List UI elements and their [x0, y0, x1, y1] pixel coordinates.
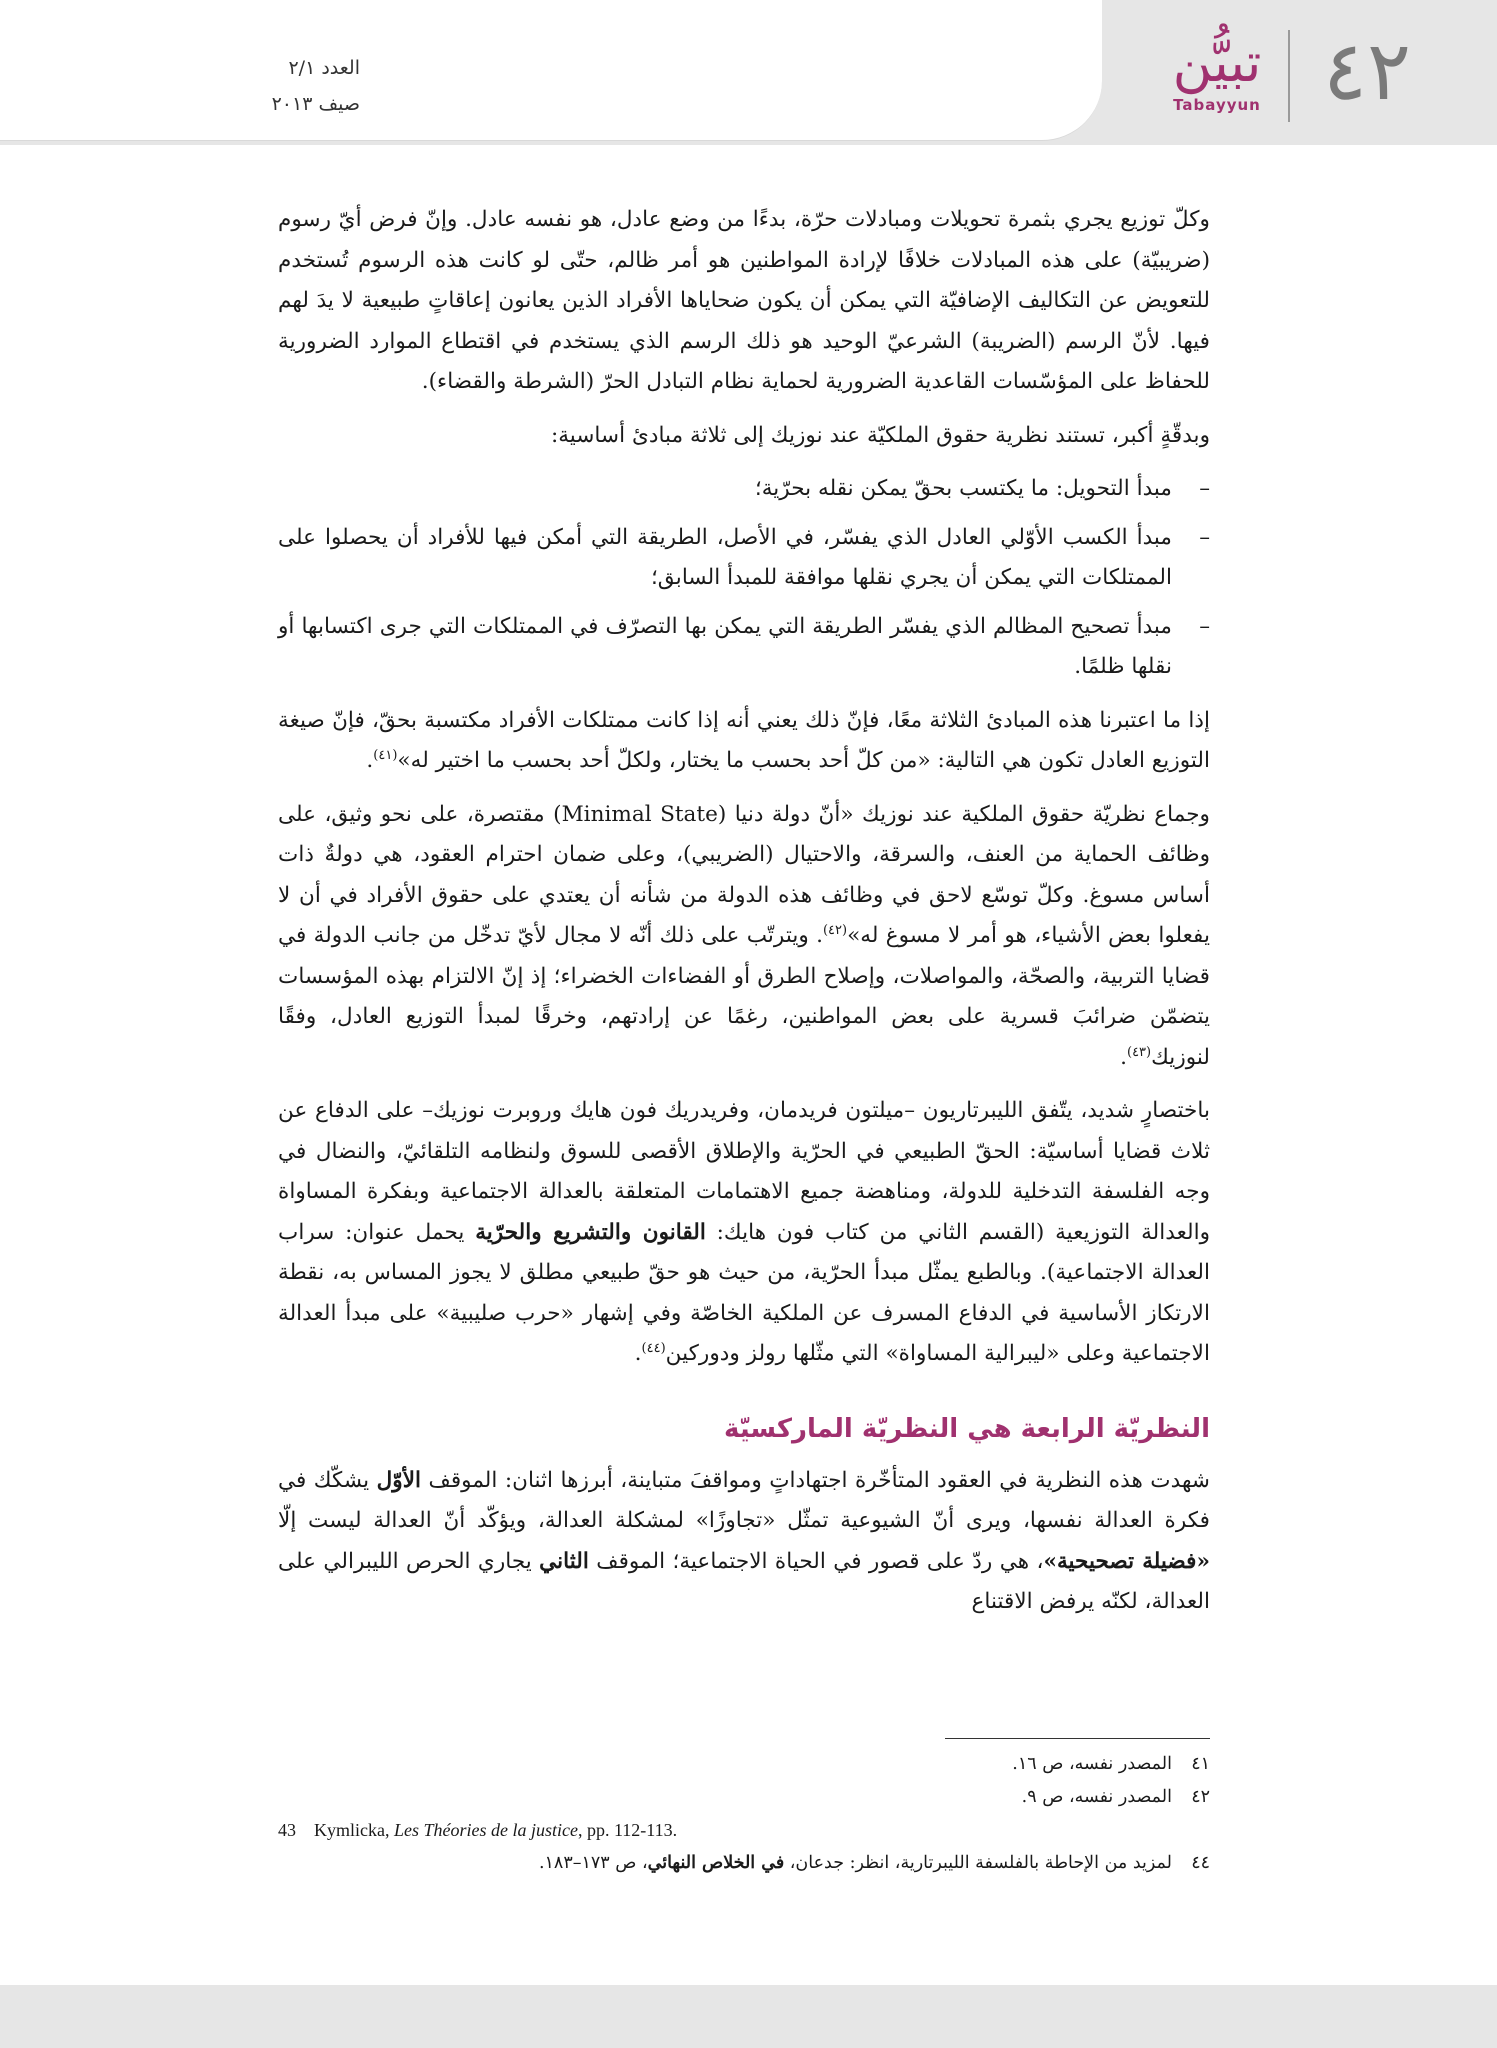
paragraph-4: وجماع نظريّة حقوق الملكية عند نوزيك «أنّ دولة دنيا (Minimal State) مقتصرة، على نحو وثيق، على وظائف الحماية من العنف، والسرقة، والاحتيال (الضريبي)، وعلى ضمان احترام العقود، هي دولةٌ ذات أساس مسوغ. وكلّ توسّع لاحق في وظائف هذه الدولة من شأنه أن يعتدي على حقوق الأفراد في أن لا يفعلوا بعض الأشياء، هو أمر لا مسوغ له»$^{(٤٢)}$. ويترتّب على ذلك أنّه لا مجال لأيّ تدخّل من جانب الدولة في قضايا التربية، والصحّة، والمواصلات، وإصلاح الطرق أو الفضاءات الخضراء؛ إذ إنّ الالتزام بهذه المؤسسات يتضمّن ضرائبَ قسرية على بعض المواطنين، رغمًا عن إرادتهم، وخرقًا لمبدأ التوزيع العادل، وفقًا لنوزيك$^{(٤٣)}$. [278, 801, 1210, 1070]
paragraph-2: وبدقّةٍ أكبر، تستند نظرية حقوق الملكيّة عند نوزيك إلى ثلاثة مبادئ أساسية: [550, 422, 1210, 448]
list-item-text: مبدأ التحويل: ما يكتسب بحقّ يمكن نقله بحرّية؛ [754, 476, 1172, 501]
footnote-ref-43[interactable]: (٤٣) [1126, 1044, 1152, 1060]
list-item-text: مبدأ تصحيح المظالم الذي يفسّر الطريقة التي يمكن بها التصرّف في الممتلكات التي جرى اكتسابها أو نقلها ظلمًا. [278, 613, 1172, 679]
list-item-text: مبدأ الكسب الأوّلي العادل الذي يفسّر، في الأصل، الطريقة التي أمكن فيها للأفراد أن يحصلوا على الممتلكات التي يمكن أن يجري نقلها موافقة للمبدأ السابق؛ [278, 524, 1172, 590]
book-title: القانون والتشريع والحرّية [475, 1219, 706, 1245]
footer-band [0, 1985, 1497, 2048]
footnote-number: ٤٢ [1191, 1787, 1210, 1807]
footnote-rule [945, 1738, 1210, 1739]
issue-info [250, 50, 360, 122]
footnote-number: ٤٤ [1191, 1853, 1210, 1873]
footnote-44: ٤٤ لمزيد من الإحاطة بالفلسفة الليبرتارية، انظر: جدعان، في الخلاص النهائي، ص ١٧٣–١٨٣. [278, 1847, 1210, 1880]
footnote-ref-44[interactable]: (٤٤) [641, 1340, 666, 1356]
footnotes [278, 1748, 1210, 1880]
list-item [278, 607, 1210, 688]
section-heading: النظريّة الرابعة هي النظريّة الماركسيّة [724, 1413, 1210, 1444]
bullet-dash: – [1199, 524, 1210, 550]
paragraph-3: إذا ما اعتبرنا هذه المبادئ الثلاثة معًا، فإنّ ذلك يعني أنه إذا كانت ممتلكات الأفراد مكتسبة بحقّ، فإنّ صيغة التوزيع العادل تكون هي التالية: «من كلّ أحد بحسب ما يختار، ولكلّ أحد بحسب ما اختير له»$^{(٤١)}$. [278, 707, 1210, 773]
paragraph-1: وكلّ توزيع يجري بثمرة تحويلات ومبادلات حرّة، بدءًا من وضع عادل، هو نفسه عادل. وإنّ فرض أيّ رسوم (ضريبيّة) على هذه المبادلات خلافًا لإرادة المواطنين هو أمر ظالم، حتّى لو كانت هذه الرسوم تُستخدم للتعويض عن التكاليف الإضافيّة التي يمكن أن يكون ضحاياها الأفراد الذين يعانون إعاقاتٍ طبيعية لا يدَ لهم فيها. لأنّ الرسم (الضريبة) الشرعيّ الوحيد هو ذلك الرسم الذي يستخدم في اقتطاع الموارد الضرورية للحفاظ على المؤسّسات القاعدية الضرورية لحماية نظام التبادل الحرّ (الشرطة والقضاء). [278, 207, 1210, 394]
footnote-ref-41[interactable]: (٤١) [373, 747, 398, 763]
footnote-41: ٤١ المصدر نفسه، ص ١٦. [278, 1748, 1210, 1781]
header-panel [0, 0, 1102, 141]
list-item [278, 518, 1210, 599]
principles-list [278, 469, 1210, 688]
logo-arabic: تبيُّن [1172, 31, 1262, 94]
paragraph-4-text: وجماع نظريّة حقوق الملكية عند نوزيك «أنّ دولة دنيا (Minimal State) مقتصرة، على نحو وثيق، على وظائف الحماية من العنف، والسرقة، والاحتيال (الضريبي)، وعلى ضمان احترام العقود، هي دولةٌ ذات أساس مسوغ. وكلّ توسّع لاحق في وظائف هذه الدولة من شأنه أن يعتدي على حقوق الأفراد في أن لا يفعلوا بعض الأشياء، هو أمر لا مسوغ له» [278, 801, 1210, 948]
footnote-42: ٤٢ المصدر نفسه، ص ٩. [278, 1781, 1210, 1814]
footnote-number: 43 [278, 1820, 296, 1840]
paragraph-3-text: إذا ما اعتبرنا هذه المبادئ الثلاثة معًا، فإنّ ذلك يعني أنه إذا كانت ممتلكات الأفراد مكتسبة بحقّ، فإنّ صيغة التوزيع العادل تكون هي التالية: «من كلّ أحد بحسب ما يختار، ولكلّ أحد بحسب ما اختير له» [278, 707, 1210, 773]
logo-latin: Tabayyun [1173, 96, 1261, 114]
footnote-ref-42[interactable]: (٤٢) [822, 922, 848, 938]
bullet-dash: – [1199, 613, 1210, 639]
paragraph-6: شهدت هذه النظرية في العقود المتأخّرة اجتهاداتٍ ومواقفَ متباينة، أبرزها اثنان: الموقف الأوّل يشكّك في فكرة العدالة نفسها، ويرى أنّ الشيوعية تمثّل «تجاوزًا» لمشكلة العدالة، ويؤكّد أنّ العدالة ليست إلّا «فضيلة تصحيحية»، هي ردّ على قصور في الحياة الاجتماعية؛ الموقف الثاني يجاري الحرص الليبرالي على العدالة، لكنّه يرفض الاقتناع [278, 1467, 1210, 1614]
article-body [278, 200, 1210, 1636]
journal-logo [1152, 28, 1282, 128]
page-number: ٤٢ [1322, 24, 1412, 119]
footnote-43: 43 Kymlicka, Les Théories de la justice, pp. 112-113. [278, 1820, 678, 1840]
list-item [278, 469, 1210, 510]
paragraph-5: باختصارٍ شديد، يتّفق الليبرتاريون –ميلتون فريدمان، وفريدريك فون هايك وروبرت نوزيك– على الدفاع عن ثلاث قضايا أساسيّة: الحقّ الطبيعي في الحرّية والإطلاق الأقصى للسوق ولنظامه التلقائيّ، والنضال في وجه الفلسفة التدخلية للدولة، ومناهضة جميع الاهتمامات المتعلقة بالعدالة الاجتماعية وبفكرة المساواة والعدالة التوزيعية (القسم الثاني من كتاب فون هايك: القانون والتشريع والحرّية يحمل عنوان: سراب العدالة الاجتماعية). وبالطبع يمثّل مبدأ الحرّية، من حيث هو حقّ طبيعي مطلق لا يجوز المساس به، نقطة الارتكاز الأساسية في الدفاع المسرف عن الملكية الخاصّة وفي إشهار «حرب صليبية» على مبدأ العدالة الاجتماعية وعلى «ليبرالية المساواة» التي مثّلها رولز ودوركين$^{(٤٤)}$. [278, 1098, 1211, 1366]
logo-divider [1288, 30, 1290, 122]
footnote-number: ٤١ [1191, 1754, 1210, 1774]
bullet-dash: – [1199, 476, 1210, 501]
issue-label: العدد ٢/١ [288, 57, 360, 79]
season-label: صيف ٢٠١٣ [271, 93, 360, 115]
